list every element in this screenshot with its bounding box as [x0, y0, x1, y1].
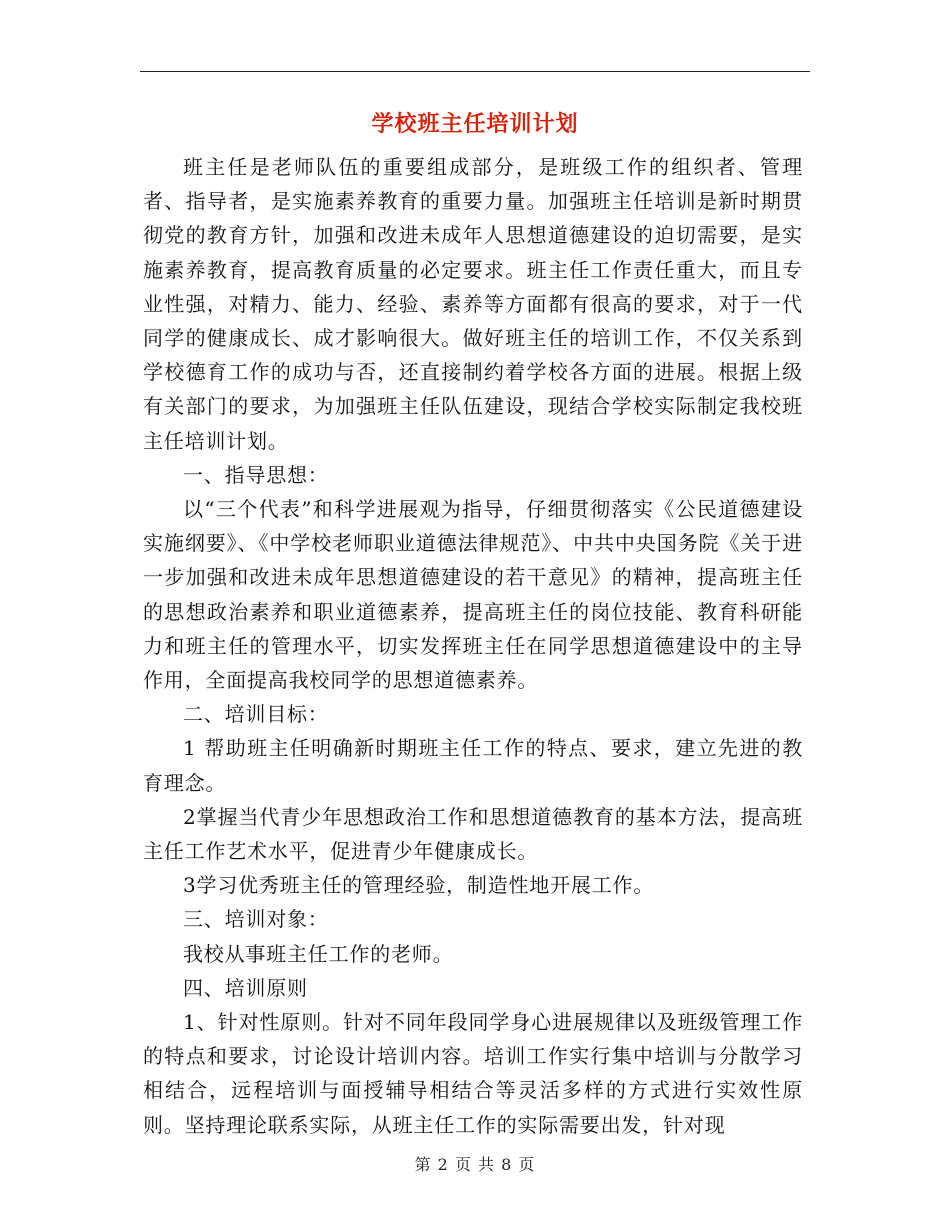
paragraph-guiding-ideology: 以“三个代表”和科学进展观为指导，仔细贯彻落实《公民道德建设实施纲要》、《中学校老师职业道德法律规范》、中共中央国务院《关于进一步加强和改进未成年思想道德建设的若干意见》的精神，提高班主任的思想政治素养和职业道德素养，提高班主任的岗位技能、教育科研能力和班主任的管理水平，切实发挥班主任在同学思想道德建设中的主导作用，全面提高我校同学的思想道德素养。 — [143, 497, 803, 693]
section-heading-training-principles: 四、培训原则 — [183, 975, 308, 1000]
paragraph-training-targets: 我校从事班主任工作的老师。 — [183, 941, 454, 966]
section-heading-training-goals: 二、培训目标： — [183, 702, 329, 727]
document-body — [143, 150, 803, 1142]
paragraph-goal-2: 2掌握当代青少年思想政治工作和思想道德教育的基本方法，提高班主任工作艺术水平，促进青少年健康成长。 — [143, 804, 803, 864]
section-heading-guiding-ideology: 一、指导思想： — [183, 462, 329, 487]
paragraph-principle-1: 1、针对性原则。针对不同年段同学身心进展规律以及班级管理工作的特点和要求，讨论设计培训内容。培训工作实行集中培训与分散学习相结合，远程培训与面授辅导相结合等灵活多样的方式进行实效性原则。坚持理论联系实际，从班主任工作的实际需要出发，针对现 — [143, 1010, 803, 1137]
document-title: 学校班主任培训计划 — [371, 111, 579, 137]
paragraph-intro: 班主任是老师队伍的重要组成部分，是班级工作的组织者、管理者、指导者，是实施素养教育的重要力量。加强班主任培训是新时期贯彻党的教育方针，加强和改进未成年人思想道德建设的迫切需要，是实施素养教育，提高教育质量的必定要求。班主任工作责任重大，而且专业性强，对精力、能力、经验、素养等方面都有很高的要求，对于一代同学的健康成长、成才影响很大。做好班主任的培训工作，不仅关系到学校德育工作的成功与否，还直接制约着学校各方面的进展。根据上级有关部门的要求，为加强班主任队伍建设，现结合学校实际制定我校班主任培训计划。 — [143, 155, 803, 453]
header-rule — [140, 71, 810, 72]
section-heading-training-targets: 三、培训对象： — [183, 907, 329, 932]
paragraph-goal-3: 3学习优秀班主任的管理经验，制造性地开展工作。 — [183, 873, 655, 898]
page-number-footer: 第 2 页 共 8 页 — [414, 1155, 536, 1174]
paragraph-goal-1: 1 帮助班主任明确新时期班主任工作的特点、要求，建立先进的教育理念。 — [143, 736, 803, 795]
